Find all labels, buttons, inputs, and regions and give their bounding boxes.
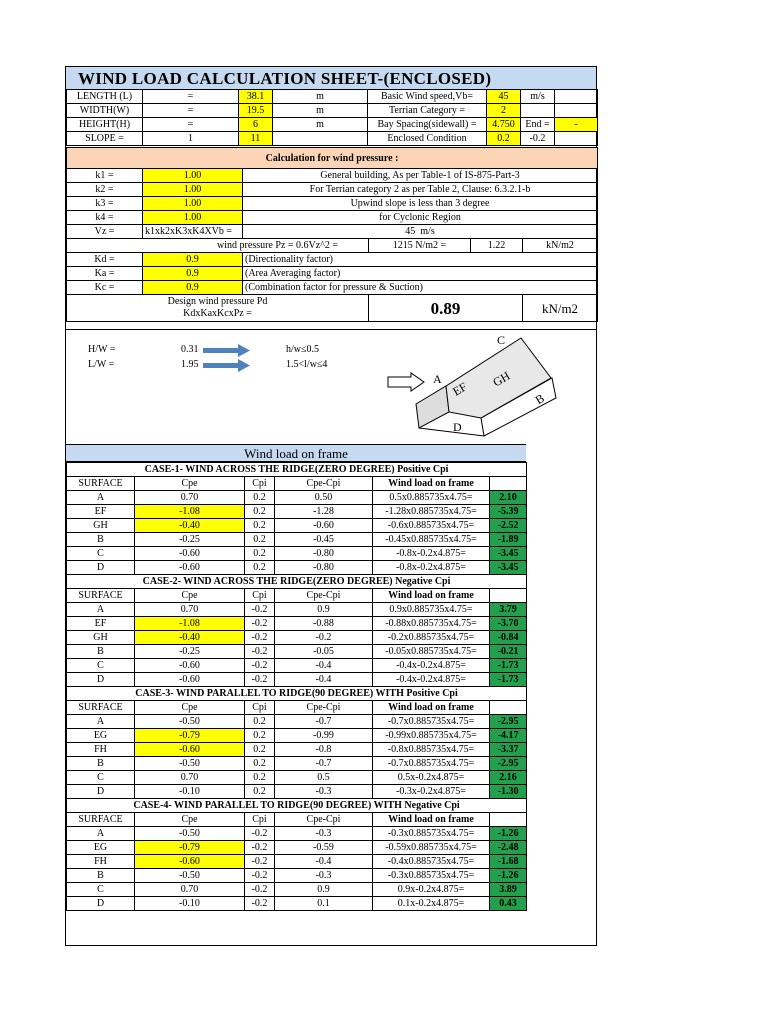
cpe-cell: -0.50 <box>135 715 245 729</box>
length-eq: = <box>143 90 239 104</box>
cpe-cell[interactable]: -0.40 <box>135 519 245 533</box>
cpe-cell: -0.50 <box>135 827 245 841</box>
pz-nm2: 1215 N/m2 = <box>369 239 471 253</box>
load-formula-cell: 0.9x0.885735x4.75= <box>373 603 490 617</box>
surface-cell: D <box>67 897 135 911</box>
diagram-svg <box>66 330 597 446</box>
k4-desc: for Cyclonic Region <box>243 211 598 225</box>
cpe-cpi-cell: -0.7 <box>275 757 373 771</box>
load-formula-cell: -0.3x0.885735x4.75= <box>373 869 490 883</box>
width-eq: = <box>143 104 239 118</box>
hw-arrow-icon <box>203 344 250 357</box>
load-formula-cell: 0.5x-0.2x4.875= <box>373 771 490 785</box>
frame-section-title: Wind load on frame <box>66 444 526 462</box>
cpe-cpi-cell: -0.3 <box>275 869 373 883</box>
cpi-cell: 0.2 <box>245 743 275 757</box>
load-value-cell: -3.45 <box>490 561 527 575</box>
ka-desc: (Area Averaging factor) <box>243 267 598 281</box>
load-value-cell: -1.73 <box>490 673 527 687</box>
surface-cell: A <box>67 603 135 617</box>
load-formula-cell: -0.6x0.885735x4.75= <box>373 519 490 533</box>
header-blank <box>490 589 527 603</box>
width-value[interactable]: 19.5 <box>239 104 273 118</box>
cpi-cell: 0.2 <box>245 547 275 561</box>
table-row <box>67 505 527 519</box>
cpi-cell: -0.2 <box>245 869 275 883</box>
surface-cell: A <box>67 491 135 505</box>
cpe-cpi-cell: 0.5 <box>275 771 373 785</box>
cpi-cell: 0.2 <box>245 491 275 505</box>
load-value-cell: 3.89 <box>490 883 527 897</box>
pd-unit: kN/m2 <box>523 295 598 322</box>
header-blank <box>490 813 527 827</box>
cpi-cell: -0.2 <box>245 631 275 645</box>
load-value-cell: -2.95 <box>490 715 527 729</box>
diagram-label-b: B <box>532 391 547 408</box>
cpe-cell: -0.25 <box>135 533 245 547</box>
header-wind-load: Wind load on frame <box>373 701 490 715</box>
load-formula-cell: -0.3x0.885735x4.75= <box>373 827 490 841</box>
cpe-cpi-cell: 0.1 <box>275 897 373 911</box>
cpi-cell: -0.2 <box>245 617 275 631</box>
table-row <box>67 743 527 757</box>
surface-cell: EG <box>67 841 135 855</box>
length-unit: m <box>273 90 368 104</box>
surface-cell: GH <box>67 631 135 645</box>
table-row <box>67 785 527 799</box>
lw-label: L/W = <box>88 359 115 370</box>
lw-range: 1.5<l/w≤4 <box>286 359 328 370</box>
cpe-cpi-cell: -0.3 <box>275 785 373 799</box>
pd-label <box>67 295 369 322</box>
table-row <box>67 533 527 547</box>
surface-cell: C <box>67 883 135 897</box>
load-value-cell: -1.89 <box>490 533 527 547</box>
cpi-cell: 0.2 <box>245 785 275 799</box>
load-value-cell: -0.21 <box>490 645 527 659</box>
cpi-cell: 0.2 <box>245 771 275 785</box>
cpe-cell: -0.50 <box>135 869 245 883</box>
cpi-cell: 0.2 <box>245 561 275 575</box>
slope-a: 1 <box>143 132 239 146</box>
cpe-cell[interactable]: -0.60 <box>135 855 245 869</box>
cpi-cell: 0.2 <box>245 729 275 743</box>
vz-formula: k1xk2xK3xK4XVb = <box>143 225 243 239</box>
k1-desc: General building, As per Table-1 of IS-875-Part-3 <box>243 169 598 183</box>
cpe-cpi-cell: -0.59 <box>275 841 373 855</box>
surface-cell: EF <box>67 617 135 631</box>
load-formula-cell: -0.45x0.885735x4.75= <box>373 533 490 547</box>
surface-cell: C <box>67 771 135 785</box>
load-formula-cell: -0.3x-0.2x4.875= <box>373 785 490 799</box>
vb-unit: m/s <box>521 90 555 104</box>
cpe-cpi-cell: -0.05 <box>275 645 373 659</box>
surface-cell: B <box>67 533 135 547</box>
load-value-cell: 2.10 <box>490 491 527 505</box>
cpe-cell: -0.60 <box>135 547 245 561</box>
header-cpe-cpi: Cpe-Cpi <box>275 589 373 603</box>
kc-desc: (Combination factor for pressure & Suction) <box>243 281 598 295</box>
pd-value: 0.89 <box>369 295 523 322</box>
table-row <box>67 603 527 617</box>
header-surface: SURFACE <box>67 701 135 715</box>
table-row <box>67 757 527 771</box>
calculation-sheet <box>65 66 597 946</box>
kd-desc: (Directionality factor) <box>243 253 598 267</box>
table-row <box>67 631 527 645</box>
cases-table <box>66 462 527 911</box>
load-formula-cell: -0.99x0.885735x4.75= <box>373 729 490 743</box>
cpe-cpi-cell: -0.88 <box>275 617 373 631</box>
cpe-cell[interactable]: -1.08 <box>135 505 245 519</box>
surface-cell: FH <box>67 855 135 869</box>
height-label: HEIGHT(H) <box>67 118 143 132</box>
load-value-cell: -4.17 <box>490 729 527 743</box>
load-value-cell: 3.79 <box>490 603 527 617</box>
load-formula-cell: -0.4x-0.2x4.875= <box>373 659 490 673</box>
cpe-cell[interactable]: -0.79 <box>135 841 245 855</box>
header-surface: SURFACE <box>67 589 135 603</box>
vz-unit: m/s <box>420 226 435 237</box>
cpe-cpi-cell: -0.45 <box>275 533 373 547</box>
enclosed-label: Enclosed Condition <box>368 132 487 146</box>
surface-cell: EF <box>67 505 135 519</box>
case-title: CASE-3- WIND PARALLEL TO RIDGE(90 DEGREE) WITH Positive Cpi <box>67 687 527 701</box>
cpi-cell: 0.2 <box>245 757 275 771</box>
load-value-cell: -0.84 <box>490 631 527 645</box>
cpe-cpi-cell: -0.80 <box>275 561 373 575</box>
cpe-cpi-cell: -0.4 <box>275 659 373 673</box>
cpe-cell: 0.70 <box>135 603 245 617</box>
cpe-cell: 0.70 <box>135 883 245 897</box>
load-formula-cell: 0.5x0.885735x4.75= <box>373 491 490 505</box>
cpe-cpi-cell: -0.2 <box>275 631 373 645</box>
kd-value[interactable]: 0.9 <box>143 253 243 267</box>
surface-cell: C <box>67 659 135 673</box>
load-value-cell: -3.45 <box>490 547 527 561</box>
height-eq: = <box>143 118 239 132</box>
diagram-label-d: D <box>453 420 462 434</box>
k2-value[interactable]: 1.00 <box>143 183 243 197</box>
hw-value: 0.31 <box>181 344 199 355</box>
case-title: CASE-2- WIND ACROSS THE RIDGE(ZERO DEGREE) Negative Cpi <box>67 575 527 589</box>
header-wind-load: Wind load on frame <box>373 477 490 491</box>
cpe-cell: -0.10 <box>135 785 245 799</box>
cpe-cpi-cell: -0.3 <box>275 827 373 841</box>
load-value-cell: 0.43 <box>490 897 527 911</box>
height-value[interactable]: 6 <box>239 118 273 132</box>
case-title: CASE-4- WIND PARALLEL TO RIDGE(90 DEGREE) WITH Negative Cpi <box>67 799 527 813</box>
table-row <box>67 771 527 785</box>
cpe-cell[interactable]: -1.08 <box>135 617 245 631</box>
table-row <box>67 645 527 659</box>
terrain-value[interactable]: 2 <box>487 104 521 118</box>
table-row <box>67 869 527 883</box>
calc-header: Calculation for wind pressure : <box>67 148 598 169</box>
load-formula-cell: -0.8x0.885735x4.75= <box>373 743 490 757</box>
load-value-cell: 2.16 <box>490 771 527 785</box>
width-label: WIDTH(W) <box>67 104 143 118</box>
header-cpi: Cpi <box>245 589 275 603</box>
wind-arrow-icon <box>388 373 424 391</box>
load-formula-cell: -0.59x0.885735x4.75= <box>373 841 490 855</box>
header-surface: SURFACE <box>67 813 135 827</box>
pz-label: wind pressure Pz = 0.6Vz^2 = <box>67 239 369 253</box>
length-label: LENGTH (L) <box>67 90 143 104</box>
cpi-cell: -0.2 <box>245 827 275 841</box>
surface-cell: B <box>67 645 135 659</box>
cpe-cell[interactable]: -0.79 <box>135 729 245 743</box>
k4-value[interactable]: 1.00 <box>143 211 243 225</box>
k1-label: k1 = <box>67 169 143 183</box>
cpe-cpi-cell: -0.80 <box>275 547 373 561</box>
bay-label: Bay Spacing(sidewall) = <box>368 118 487 132</box>
k3-label: k3 = <box>67 197 143 211</box>
header-wind-load: Wind load on frame <box>373 813 490 827</box>
cpi-cell: -0.2 <box>245 659 275 673</box>
load-value-cell: -2.48 <box>490 841 527 855</box>
table-row <box>67 729 527 743</box>
calc-table <box>66 147 598 322</box>
table-row <box>67 659 527 673</box>
k4-label: k4 = <box>67 211 143 225</box>
pd-label-line2: KdxKaxKcxPz = <box>183 308 252 319</box>
hw-range: h/w≤0.5 <box>286 344 319 355</box>
table-row <box>67 715 527 729</box>
vz-result <box>243 225 598 239</box>
building-icon <box>416 338 556 436</box>
cpe-cpi-cell: -0.8 <box>275 743 373 757</box>
hw-label: H/W = <box>88 344 116 355</box>
load-value-cell: -1.73 <box>490 659 527 673</box>
vb-label: Basic Wind speed,Vb= <box>368 90 487 104</box>
cpe-cell: 0.70 <box>135 771 245 785</box>
diagram-label-c: C <box>497 333 506 347</box>
load-value-cell: -2.52 <box>490 519 527 533</box>
load-value-cell: -3.70 <box>490 617 527 631</box>
cpe-cpi-cell: -0.4 <box>275 855 373 869</box>
input-table <box>66 89 598 146</box>
cpi-cell: 0.2 <box>245 519 275 533</box>
load-value-cell: -5.39 <box>490 505 527 519</box>
length-value[interactable]: 38.1 <box>239 90 273 104</box>
cpi-cell: -0.2 <box>245 603 275 617</box>
pz-unit: kN/m2 <box>523 239 598 253</box>
header-cpi: Cpi <box>245 701 275 715</box>
k3-value[interactable]: 1.00 <box>143 197 243 211</box>
table-row <box>67 897 527 911</box>
cpe-cpi-cell: -0.99 <box>275 729 373 743</box>
table-row <box>67 883 527 897</box>
load-value-cell: -1.26 <box>490 869 527 883</box>
cpi-cell: -0.2 <box>245 841 275 855</box>
cpe-cpi-cell: 0.50 <box>275 491 373 505</box>
cpi-cell: 0.2 <box>245 505 275 519</box>
cpe-cell[interactable]: -0.60 <box>135 743 245 757</box>
header-cpe: Cpe <box>135 477 245 491</box>
end-value[interactable]: - <box>555 118 598 132</box>
table-row <box>67 673 527 687</box>
cpi-cell: -0.2 <box>245 897 275 911</box>
cpe-cell: -0.25 <box>135 645 245 659</box>
cpe-cpi-cell: -0.7 <box>275 715 373 729</box>
surface-cell: B <box>67 869 135 883</box>
header-cpi: Cpi <box>245 477 275 491</box>
header-blank <box>490 701 527 715</box>
table-row <box>67 855 527 869</box>
table-row <box>67 827 527 841</box>
cpe-cell: -0.60 <box>135 673 245 687</box>
header-cpe: Cpe <box>135 589 245 603</box>
surface-cell: D <box>67 673 135 687</box>
bay-value[interactable]: 4.750 <box>487 118 521 132</box>
header-wind-load: Wind load on frame <box>373 589 490 603</box>
header-cpe-cpi: Cpe-Cpi <box>275 701 373 715</box>
load-formula-cell: 0.9x-0.2x4.875= <box>373 883 490 897</box>
end-label: End = <box>521 118 555 132</box>
surface-cell: A <box>67 827 135 841</box>
sheet-title: WIND LOAD CALCULATION SHEET-(ENCLOSED) <box>66 67 596 90</box>
cpe-cell: -0.60 <box>135 659 245 673</box>
cpe-cpi-cell: -1.28 <box>275 505 373 519</box>
k3-desc: Upwind slope is less than 3 degree <box>243 197 598 211</box>
vz-value: 45 <box>405 226 416 237</box>
lw-value: 1.95 <box>181 359 199 370</box>
cpi-cell: -0.2 <box>245 673 275 687</box>
cpi-cell: 0.2 <box>245 715 275 729</box>
table-row <box>67 841 527 855</box>
load-value-cell: -1.68 <box>490 855 527 869</box>
load-formula-cell: -0.8x-0.2x4.875= <box>373 561 490 575</box>
header-cpe-cpi: Cpe-Cpi <box>275 813 373 827</box>
terrain-label: Terrian Category = <box>368 104 487 118</box>
k2-label: k2 = <box>67 183 143 197</box>
surface-cell: D <box>67 785 135 799</box>
load-formula-cell: -0.05x0.885735x4.75= <box>373 645 490 659</box>
table-row <box>67 617 527 631</box>
header-cpe: Cpe <box>135 701 245 715</box>
load-value-cell: -1.30 <box>490 785 527 799</box>
lw-arrow-icon <box>203 359 250 372</box>
load-formula-cell: -0.88x0.885735x4.75= <box>373 617 490 631</box>
cpe-cell[interactable]: -0.40 <box>135 631 245 645</box>
vz-label: Vz = <box>67 225 143 239</box>
load-formula-cell: 0.1x-0.2x4.875= <box>373 897 490 911</box>
cpe-cell: 0.70 <box>135 491 245 505</box>
cpe-cpi-cell: -0.4 <box>275 673 373 687</box>
diagram-label-ef: EF <box>450 379 470 399</box>
header-surface: SURFACE <box>67 477 135 491</box>
k2-desc: For Terrian category 2 as per Table 2, Clause: 6.3.2.1-b <box>243 183 598 197</box>
table-row <box>67 561 527 575</box>
diagram-area <box>66 329 597 445</box>
cpe-cell: -0.50 <box>135 757 245 771</box>
diagram-label-a: A <box>433 372 442 386</box>
case-title: CASE-1- WIND ACROSS THE RIDGE(ZERO DEGREE) Positive Cpi <box>67 463 527 477</box>
cpe-cpi-cell: -0.60 <box>275 519 373 533</box>
ka-value[interactable]: 0.9 <box>143 267 243 281</box>
kd-label: Kd = <box>67 253 143 267</box>
surface-cell: A <box>67 715 135 729</box>
surface-cell: EG <box>67 729 135 743</box>
kc-label: Kc = <box>67 281 143 295</box>
header-cpi: Cpi <box>245 813 275 827</box>
slope-value[interactable]: 11 <box>239 132 273 146</box>
cases-container <box>66 462 527 911</box>
surface-cell: C <box>67 547 135 561</box>
surface-cell: D <box>67 561 135 575</box>
load-value-cell: -3.37 <box>490 743 527 757</box>
load-formula-cell: -0.7x0.885735x4.75= <box>373 715 490 729</box>
cpe-cpi-cell: 0.9 <box>275 883 373 897</box>
header-cpe-cpi: Cpe-Cpi <box>275 477 373 491</box>
surface-cell: B <box>67 757 135 771</box>
kc-value[interactable]: 0.9 <box>143 281 243 295</box>
vb-value[interactable]: 45 <box>487 90 521 104</box>
load-value-cell: -2.95 <box>490 757 527 771</box>
load-formula-cell: -0.7x0.885735x4.75= <box>373 757 490 771</box>
table-row <box>67 547 527 561</box>
load-formula-cell: -1.28x0.885735x4.75= <box>373 505 490 519</box>
cpi-cell: 0.2 <box>245 533 275 547</box>
width-unit: m <box>273 104 368 118</box>
cpi-cell: -0.2 <box>245 855 275 869</box>
pz-value: 1.22 <box>471 239 523 253</box>
surface-cell: FH <box>67 743 135 757</box>
height-unit: m <box>273 118 368 132</box>
ka-label: Ka = <box>67 267 143 281</box>
cpe-cell: -0.10 <box>135 897 245 911</box>
cpi-cell: -0.2 <box>245 883 275 897</box>
header-blank <box>490 477 527 491</box>
load-formula-cell: -0.2x0.885735x4.75= <box>373 631 490 645</box>
enclosed-b: -0.2 <box>521 132 555 146</box>
load-formula-cell: -0.4x0.885735x4.75= <box>373 855 490 869</box>
k1-value[interactable]: 1.00 <box>143 169 243 183</box>
surface-cell: GH <box>67 519 135 533</box>
slope-label: SLOPE = <box>67 132 143 146</box>
cpe-cell: -0.60 <box>135 561 245 575</box>
cpi-cell: -0.2 <box>245 645 275 659</box>
pd-label-line1: Design wind pressure Pd <box>167 296 268 307</box>
load-value-cell: -1.26 <box>490 827 527 841</box>
table-row <box>67 491 527 505</box>
load-formula-cell: -0.4x-0.2x4.875= <box>373 673 490 687</box>
header-cpe: Cpe <box>135 813 245 827</box>
cpe-cpi-cell: 0.9 <box>275 603 373 617</box>
load-formula-cell: -0.8x-0.2x4.875= <box>373 547 490 561</box>
table-row <box>67 519 527 533</box>
enclosed-a[interactable]: 0.2 <box>487 132 521 146</box>
diagram-label-gh: GH <box>490 368 513 390</box>
